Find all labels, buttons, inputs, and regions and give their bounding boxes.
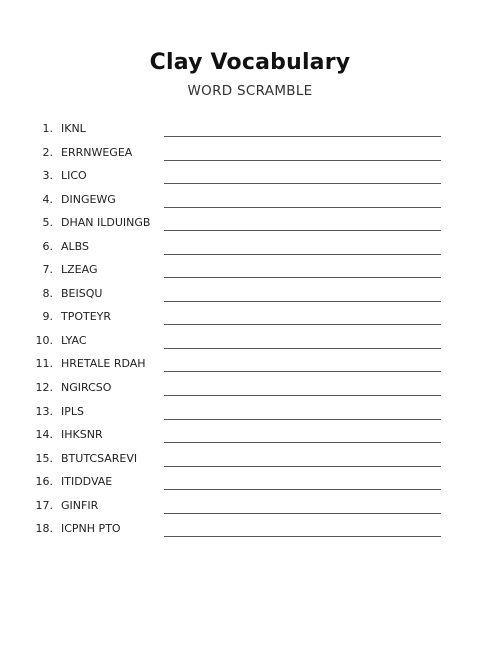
item-number: 16. — [35, 475, 53, 489]
answer-line — [164, 371, 441, 372]
answer-line — [164, 442, 441, 443]
scrambled-word: DHAN ILDUINGB — [61, 216, 151, 230]
scramble-row — [0, 449, 500, 473]
answer-line — [164, 466, 441, 467]
scramble-row — [0, 166, 500, 190]
scrambled-word: ERRNWEGEA — [61, 145, 133, 159]
item-number: 8. — [42, 286, 53, 300]
answer-line — [164, 301, 441, 302]
answer-line — [164, 136, 441, 137]
scramble-row — [0, 472, 500, 496]
item-number: 12. — [35, 381, 53, 395]
item-number: 3. — [42, 169, 53, 183]
scrambled-word: LZEAG — [61, 263, 98, 277]
item-number: 7. — [42, 263, 53, 277]
worksheet-subtitle: WORD SCRAMBLE — [187, 83, 313, 99]
answer-line — [164, 324, 441, 325]
scrambled-word: LICO — [61, 169, 87, 183]
item-number: 18. — [35, 522, 53, 536]
scramble-row — [0, 496, 500, 520]
scramble-list — [0, 119, 500, 543]
scramble-row — [0, 284, 500, 308]
scrambled-word: LYAC — [61, 333, 87, 347]
scrambled-word: BTUTCSAREVI — [61, 451, 138, 465]
scrambled-word: GINFIR — [61, 498, 99, 512]
scramble-row — [0, 378, 500, 402]
scrambled-word: IKNL — [61, 122, 86, 135]
scrambled-word: DINGEWG — [61, 192, 116, 206]
scramble-row — [0, 260, 500, 284]
item-number: 6. — [42, 239, 53, 253]
answer-line — [164, 419, 441, 420]
scrambled-word: BEISQU — [61, 286, 103, 300]
scramble-row — [0, 307, 500, 331]
scramble-row — [0, 519, 500, 543]
scramble-row — [0, 119, 500, 143]
answer-line — [164, 348, 441, 349]
answer-line — [164, 395, 441, 396]
item-number: 14. — [35, 428, 53, 442]
scramble-row — [0, 354, 500, 378]
scrambled-word: ALBS — [61, 239, 89, 253]
scrambled-word: NGIRCSO — [61, 381, 112, 395]
scramble-row — [0, 331, 500, 355]
item-number: 13. — [35, 404, 53, 418]
item-number: 17. — [35, 498, 53, 512]
item-number: 15. — [35, 451, 53, 465]
answer-line — [164, 207, 441, 208]
worksheet-title: Clay Vocabulary — [149, 50, 351, 75]
scramble-row — [0, 190, 500, 214]
scramble-row — [0, 213, 500, 237]
answer-line — [164, 183, 441, 184]
item-number: 10. — [35, 333, 53, 347]
answer-line — [164, 536, 441, 537]
scrambled-word: TPOTEYR — [61, 310, 112, 324]
item-number: 4. — [42, 192, 53, 206]
scrambled-word: ITIDDVAE — [61, 475, 113, 489]
answer-line — [164, 513, 441, 514]
answer-line — [164, 160, 441, 161]
answer-line — [164, 277, 441, 278]
item-number: 9. — [42, 310, 53, 324]
item-number: 11. — [35, 357, 53, 371]
item-number: 5. — [42, 216, 53, 230]
answer-line — [164, 489, 441, 490]
scramble-row — [0, 237, 500, 261]
scramble-row — [0, 402, 500, 426]
scrambled-word: HRETALE RDAH — [61, 357, 146, 371]
scrambled-word: IPLS — [61, 404, 84, 418]
answer-line — [164, 230, 441, 231]
scrambled-word: IHKSNR — [61, 428, 103, 442]
item-number: 2. — [42, 145, 53, 159]
scrambled-word: ICPNH PTO — [61, 522, 121, 536]
item-number: 1. — [42, 122, 53, 135]
answer-line — [164, 254, 441, 255]
scramble-row — [0, 143, 500, 167]
scramble-row — [0, 425, 500, 449]
